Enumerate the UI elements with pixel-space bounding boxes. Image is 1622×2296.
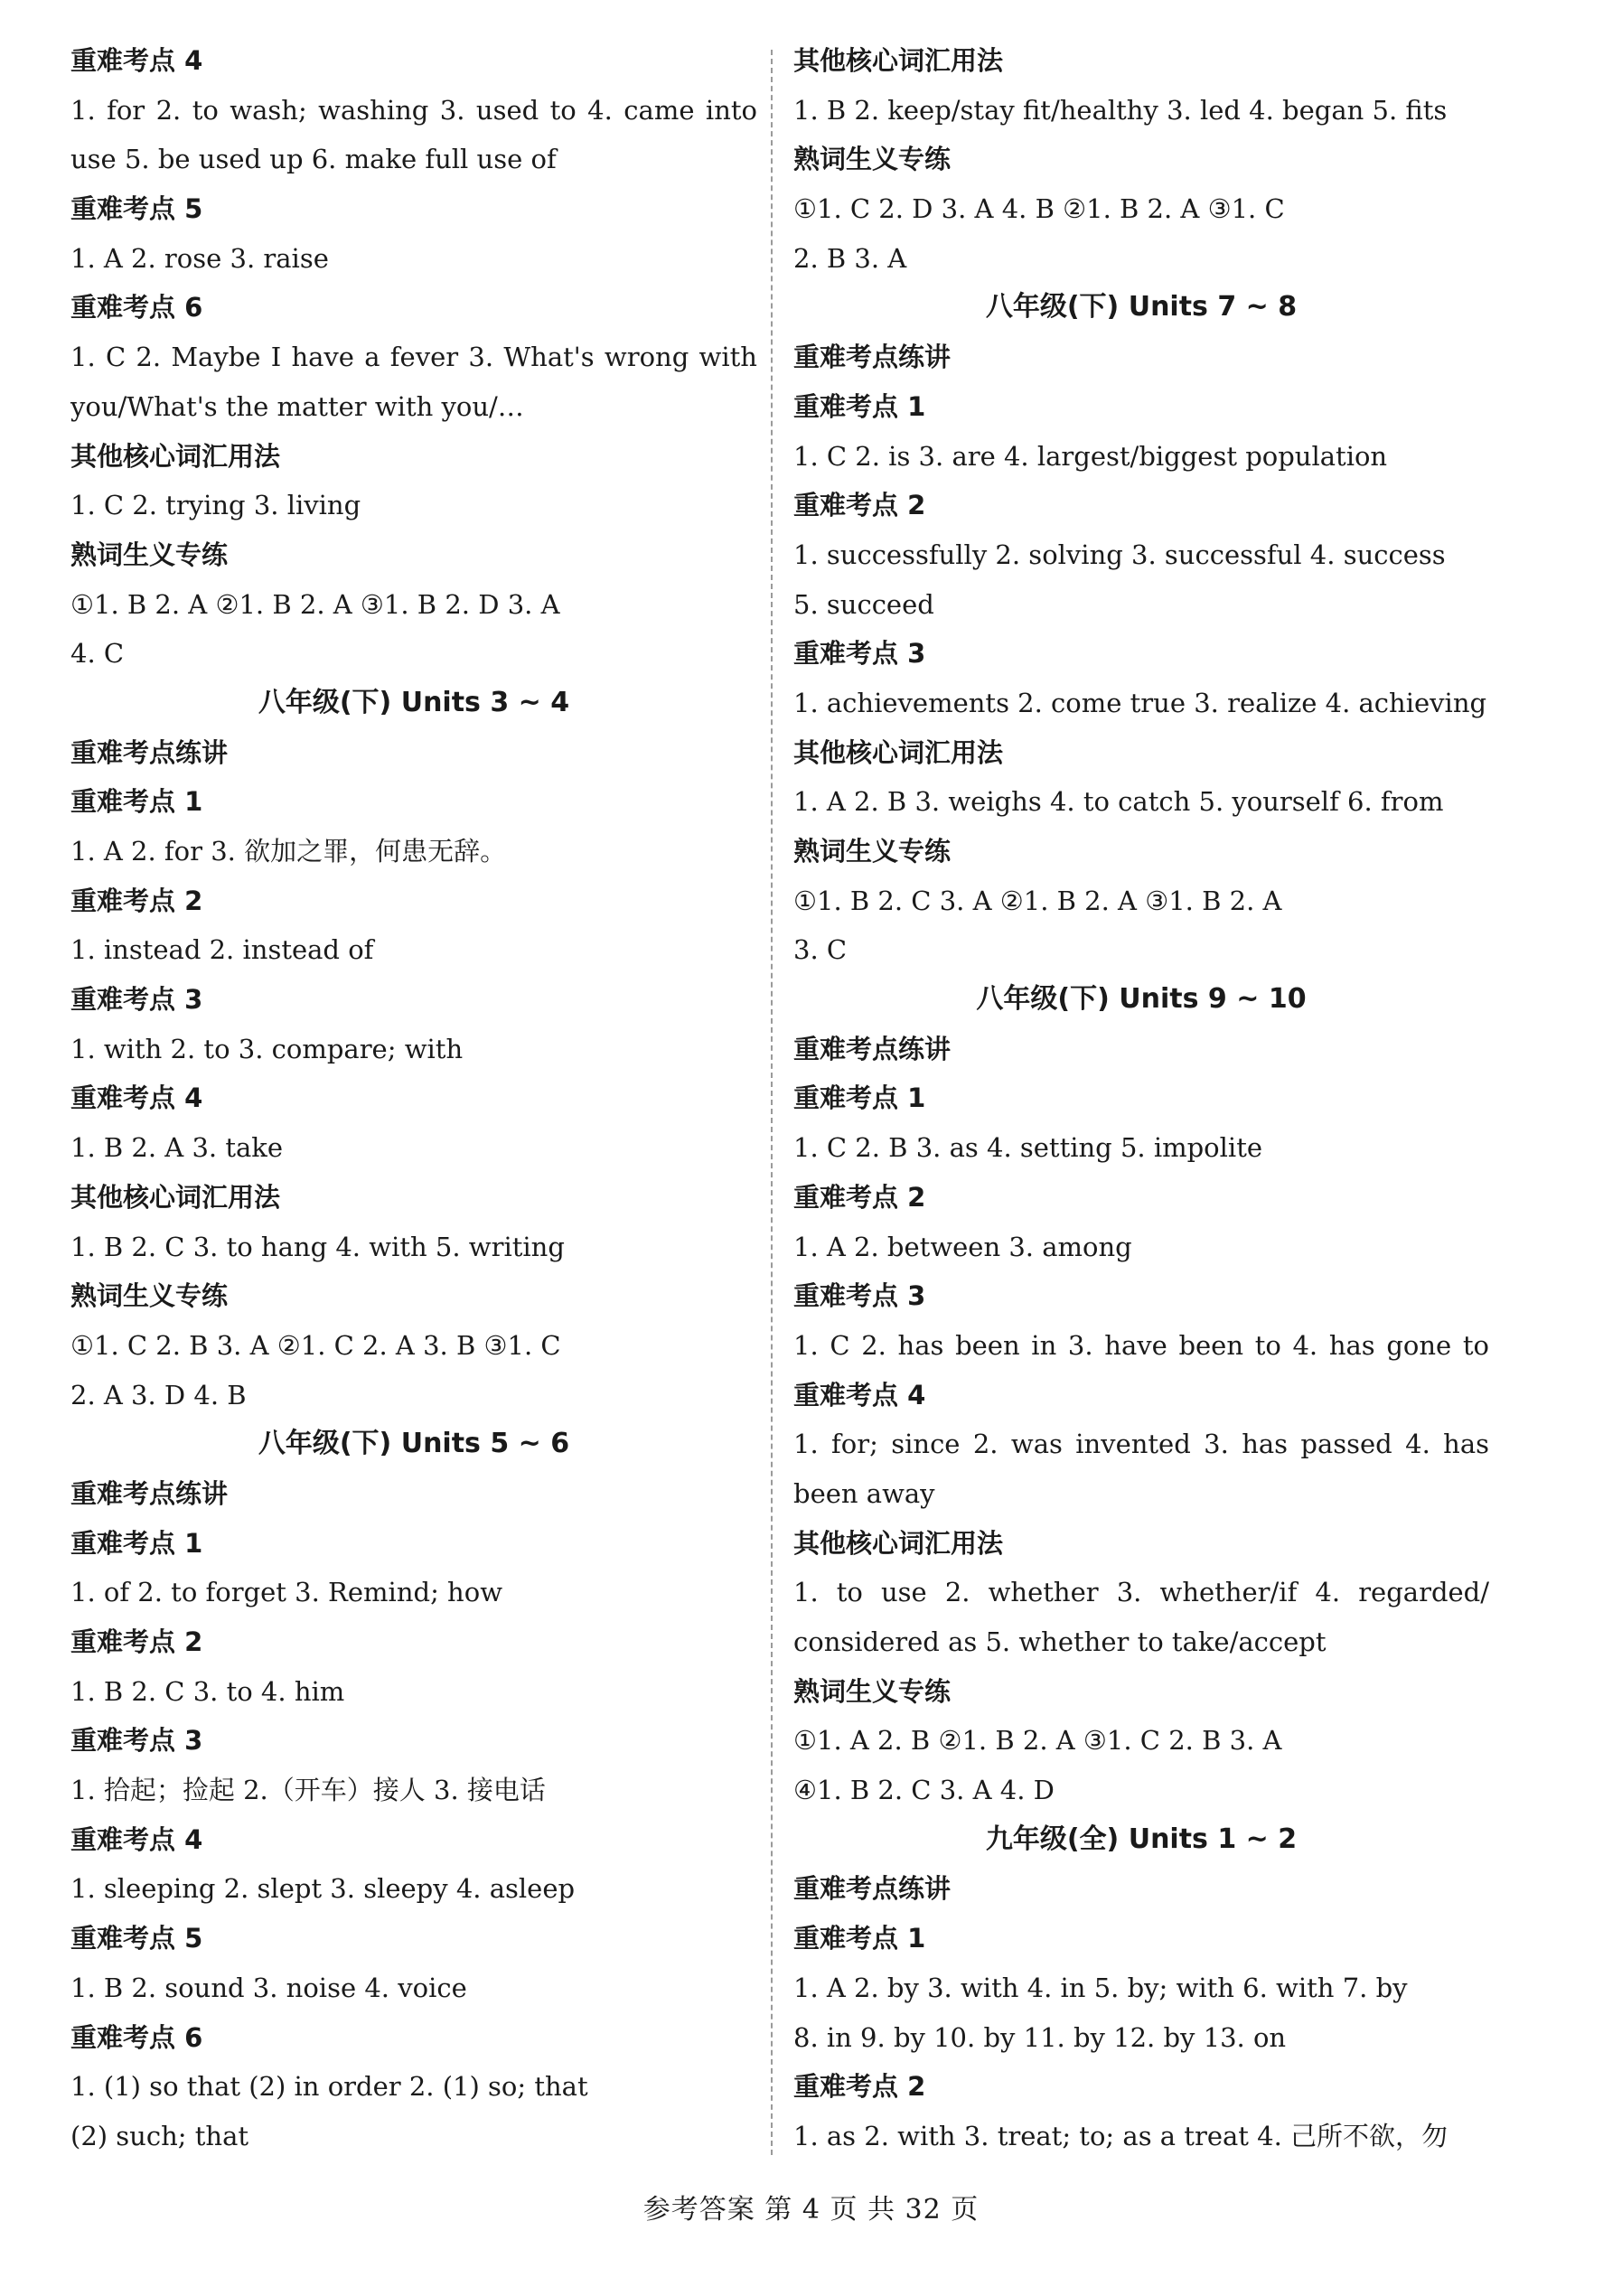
answer-line: 1. as 2. with 3. treat; to; as a treat 4. 己所不欲，勿 <box>793 2120 1449 2151</box>
answer-line: ①1. A 2. B ②1. B 2. A ③1. C 2. B 3. A <box>793 1725 1282 1757</box>
answer-line: ①1. C 2. D 3. A 4. B ②1. B 2. A ③1. C <box>793 193 1285 225</box>
section-heading: 重难考点 3 <box>70 984 203 1016</box>
column-divider <box>771 50 773 2155</box>
section-heading: 重难考点练讲 <box>793 1033 952 1064</box>
answer-line: considered as 5. whether to take/accept <box>793 1626 1327 1657</box>
unit-title: 八年级(下) Units 5 ~ 6 <box>258 1428 570 1460</box>
answer-line: 1. sleeping 2. slept 3. sleepy 4. asleep <box>70 1873 576 1905</box>
section-heading: 重难考点练讲 <box>793 1873 952 1905</box>
section-heading: 重难考点 2 <box>793 2071 926 2103</box>
answer-line: 2. A 3. D 4. B <box>70 1379 247 1410</box>
answer-line: ①1. C 2. B 3. A ②1. C 2. A 3. B ③1. C <box>70 1329 561 1361</box>
page-footer: 参考答案 第 4 页 共 32 页 <box>642 2194 980 2226</box>
section-heading: 重难考点 5 <box>70 193 203 225</box>
section-heading: 重难考点 4 <box>70 45 203 76</box>
answer-line: 1. B 2. sound 3. noise 4. voice <box>70 1972 467 2003</box>
answer-line: been away <box>793 1477 935 1509</box>
answer-line: (2) such; that <box>70 2120 249 2151</box>
answer-line: ①1. B 2. A ②1. B 2. A ③1. B 2. D 3. A <box>70 588 560 620</box>
section-heading: 熟词生义专练 <box>793 144 952 175</box>
answer-line: 1. for 2. to wash; washing 3. used to 4. came into <box>70 94 757 126</box>
answer-line: 1. 拾起；捡起 2.（开车）接人 3. 接电话 <box>70 1775 546 1806</box>
section-heading: 重难考点 2 <box>793 490 926 521</box>
answer-line: 1. C 2. has been in 3. have been to 4. has gone to <box>793 1329 1489 1361</box>
section-heading: 重难考点练讲 <box>70 736 229 768</box>
section-heading: 熟词生义专练 <box>70 1280 229 1312</box>
answer-line: 2. B 3. A <box>793 242 907 274</box>
answer-line: 1. B 2. C 3. to 4. him <box>70 1675 345 1707</box>
answer-line: 1. A 2. between 3. among <box>793 1231 1132 1262</box>
section-heading: 重难考点 2 <box>793 1181 926 1213</box>
section-heading: 重难考点 3 <box>793 1280 926 1312</box>
answer-line: 3. C <box>793 934 848 966</box>
answer-line: 1. A 2. rose 3. raise <box>70 242 329 274</box>
section-heading: 重难考点 5 <box>70 1923 203 1954</box>
section-heading: 重难考点 1 <box>793 1923 926 1954</box>
section-heading: 重难考点练讲 <box>70 1477 229 1509</box>
section-heading: 重难考点 1 <box>793 1082 926 1114</box>
section-heading: 其他核心词汇用法 <box>793 736 1004 768</box>
section-heading: 重难考点练讲 <box>793 342 952 373</box>
answer-line: 1. with 2. to 3. compare; with <box>70 1033 464 1064</box>
answer-line: 1. C 2. Maybe I have a fever 3. What's wrong with <box>70 342 757 373</box>
answer-line: 1. B 2. keep/stay fit/healthy 3. led 4. began 5. fits <box>793 94 1448 126</box>
answer-line: 5. succeed <box>793 588 934 620</box>
unit-title: 八年级(下) Units 9 ~ 10 <box>976 983 1307 1016</box>
section-heading: 重难考点 6 <box>70 292 203 323</box>
answer-line: 1. A 2. by 3. with 4. in 5. by; with 6. with 7. by <box>793 1972 1408 2003</box>
section-heading: 重难考点 2 <box>70 885 203 916</box>
right-answer-column <box>793 36 1489 2161</box>
section-heading: 重难考点 4 <box>70 1823 203 1855</box>
unit-title: 八年级(下) Units 3 ~ 4 <box>258 686 570 718</box>
answer-line: 1. B 2. C 3. to hang 4. with 5. writing <box>70 1231 565 1262</box>
answer-line: 1. achievements 2. come true 3. realize 4. achieving <box>793 687 1487 718</box>
section-heading: 重难考点 1 <box>793 390 926 422</box>
answer-line: 1. B 2. A 3. take <box>70 1132 284 1164</box>
answer-line: 1. successfully 2. solving 3. successful 4. success <box>793 539 1446 570</box>
section-heading: 其他核心词汇用法 <box>70 440 281 472</box>
section-heading: 熟词生义专练 <box>793 1675 952 1707</box>
answer-line: you/What's the matter with you/… <box>70 390 524 422</box>
unit-title: 九年级(全) Units 1 ~ 2 <box>985 1823 1298 1855</box>
answer-line: 1. instead 2. instead of <box>70 934 374 966</box>
answer-line: 1. C 2. is 3. are 4. largest/biggest population <box>793 440 1388 472</box>
section-heading: 重难考点 1 <box>70 786 203 818</box>
section-heading: 其他核心词汇用法 <box>70 1181 281 1213</box>
answer-line: 4. C <box>70 638 125 670</box>
answer-line: 1. C 2. B 3. as 4. setting 5. impolite <box>793 1132 1263 1164</box>
answer-line: 1. (1) so that (2) in order 2. (1) so; that <box>70 2071 588 2103</box>
section-heading: 重难考点 2 <box>70 1626 203 1657</box>
section-heading: 重难考点 4 <box>793 1379 926 1410</box>
answer-line: use 5. be used up 6. make full use of <box>70 144 557 175</box>
answer-line: ①1. B 2. C 3. A ②1. B 2. A ③1. B 2. A <box>793 885 1282 916</box>
answer-line: 1. to use 2. whether 3. whether/if 4. regarded/ <box>793 1577 1489 1608</box>
answer-line: 1. for; since 2. was invented 3. has passed 4. has <box>793 1429 1489 1460</box>
unit-title: 八年级(下) Units 7 ~ 8 <box>985 291 1298 323</box>
section-heading: 熟词生义专练 <box>70 539 229 570</box>
section-heading: 重难考点 6 <box>70 2021 203 2053</box>
answer-line: 1. A 2. for 3. 欲加之罪，何患无辞。 <box>70 836 507 867</box>
left-answer-column <box>70 36 757 2161</box>
section-heading: 重难考点 1 <box>70 1527 203 1559</box>
section-heading: 其他核心词汇用法 <box>793 1527 1004 1559</box>
answer-line: 1. A 2. B 3. weighs 4. to catch 5. yourself 6. from <box>793 786 1444 818</box>
answer-line: 1. C 2. trying 3. living <box>70 490 361 521</box>
section-heading: 其他核心词汇用法 <box>793 45 1004 76</box>
answer-line: ④1. B 2. C 3. A 4. D <box>793 1775 1055 1806</box>
section-heading: 重难考点 4 <box>70 1082 203 1114</box>
answer-line: 8. in 9. by 10. by 11. by 12. by 13. on <box>793 2021 1287 2053</box>
section-heading: 重难考点 3 <box>70 1725 203 1757</box>
answer-line: 1. of 2. to forget 3. Remind; how <box>70 1577 503 1608</box>
section-heading: 重难考点 3 <box>793 638 926 670</box>
section-heading: 熟词生义专练 <box>793 836 952 867</box>
